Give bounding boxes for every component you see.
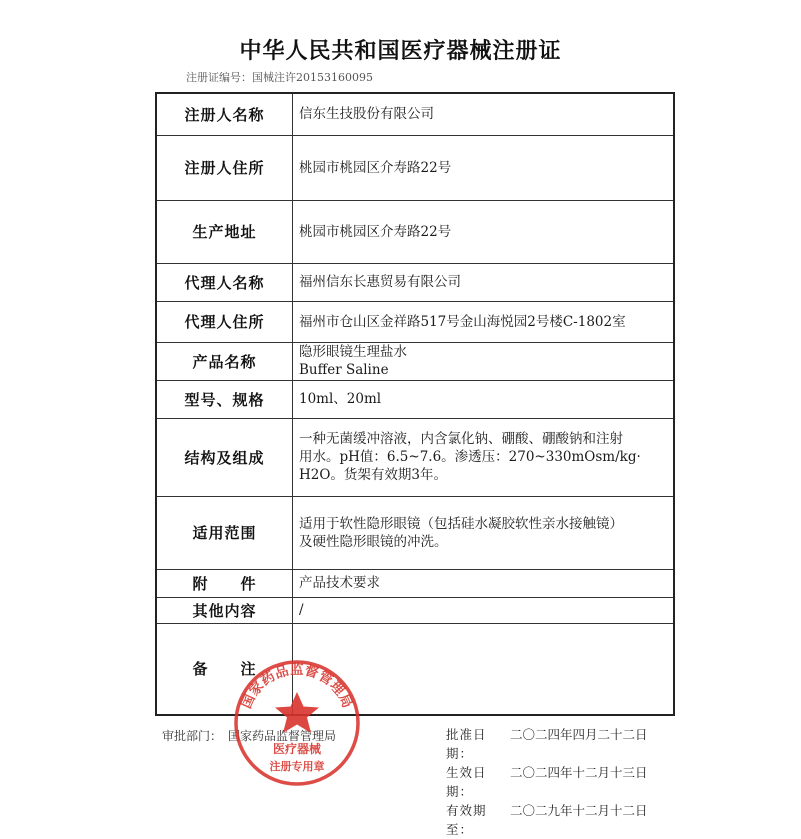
row-value: 一种无菌缓冲溶液，内含氯化钠、硼酸、硼酸钠和注射 用水。pH值：6.5~7.6。渗透压：270~330mOsm/kg· H2O。货架有效期3年。	[293, 418, 675, 496]
row-label: 生产地址	[156, 200, 293, 263]
date-value: 二〇二四年十二月十三日	[510, 765, 648, 780]
row-value: 桃园市桃园区介寿路22号	[293, 135, 675, 200]
row-value: 福州市仓山区金祥路517号金山海悦园2号楼C-1802室	[293, 301, 675, 342]
seal-inner-line-1: 医疗器械	[272, 742, 322, 756]
row-label: 注册人名称	[156, 93, 293, 135]
row-label: 其他内容	[156, 597, 293, 623]
row-value: /	[293, 597, 675, 623]
approval-department: 审批部门： 国家药品监督管理局	[162, 729, 337, 743]
certificate-table	[155, 92, 675, 716]
date-value: 二〇二九年十二月十二日	[510, 803, 648, 818]
star-icon	[275, 692, 319, 733]
row-label: 代理人住所	[156, 301, 293, 342]
table-row	[156, 380, 674, 418]
table-row	[156, 263, 674, 301]
seal-outer-text: 国家药品监督管理局	[238, 662, 356, 711]
table-row	[156, 135, 674, 200]
row-value: 适用于软性隐形眼镜（包括硅水凝胶软性亲水接触镜） 及硬性隐形眼镜的冲洗。	[293, 496, 675, 569]
row-label: 附 件	[156, 569, 293, 597]
date-key: 有效期至：	[446, 803, 487, 837]
row-label: 产品名称	[156, 342, 293, 380]
registration-number: 注册证编号：国械注许20153160095	[186, 71, 373, 84]
table-row	[156, 418, 674, 496]
table-row	[156, 200, 674, 263]
row-label: 型号、规格	[156, 380, 293, 418]
table-row	[156, 597, 674, 623]
row-label: 备 注	[156, 623, 293, 715]
row-value: 信东生技股份有限公司	[293, 93, 675, 135]
date-block	[446, 725, 648, 839]
date-value: 二〇二四年四月二十二日	[510, 727, 648, 742]
official-seal-stamp	[232, 658, 362, 788]
effective-date-row	[446, 763, 648, 801]
table-row	[156, 301, 674, 342]
row-value: 福州信东长惠贸易有限公司	[293, 263, 675, 301]
date-key: 生效日期：	[446, 765, 487, 799]
approval-date-row	[446, 725, 648, 763]
table-row	[156, 342, 674, 380]
row-value: 桃园市桃园区介寿路22号	[293, 200, 675, 263]
document-title: 中华人民共和国医疗器械注册证	[239, 39, 562, 64]
row-label: 注册人住所	[156, 135, 293, 200]
table-row	[156, 496, 674, 569]
row-value: 10ml、20ml	[293, 380, 675, 418]
row-label: 代理人名称	[156, 263, 293, 301]
expiry-date-row	[446, 801, 648, 839]
date-key: 批准日期：	[446, 727, 487, 761]
seal-inner-line-2: 注册专用章	[269, 760, 325, 773]
row-label: 结构及组成	[156, 418, 293, 496]
row-label: 适用范围	[156, 496, 293, 569]
table-row	[156, 569, 674, 597]
table-row	[156, 93, 674, 135]
row-value: 产品技术要求	[293, 569, 675, 597]
row-value: 隐形眼镜生理盐水 Buffer Saline	[293, 342, 675, 380]
